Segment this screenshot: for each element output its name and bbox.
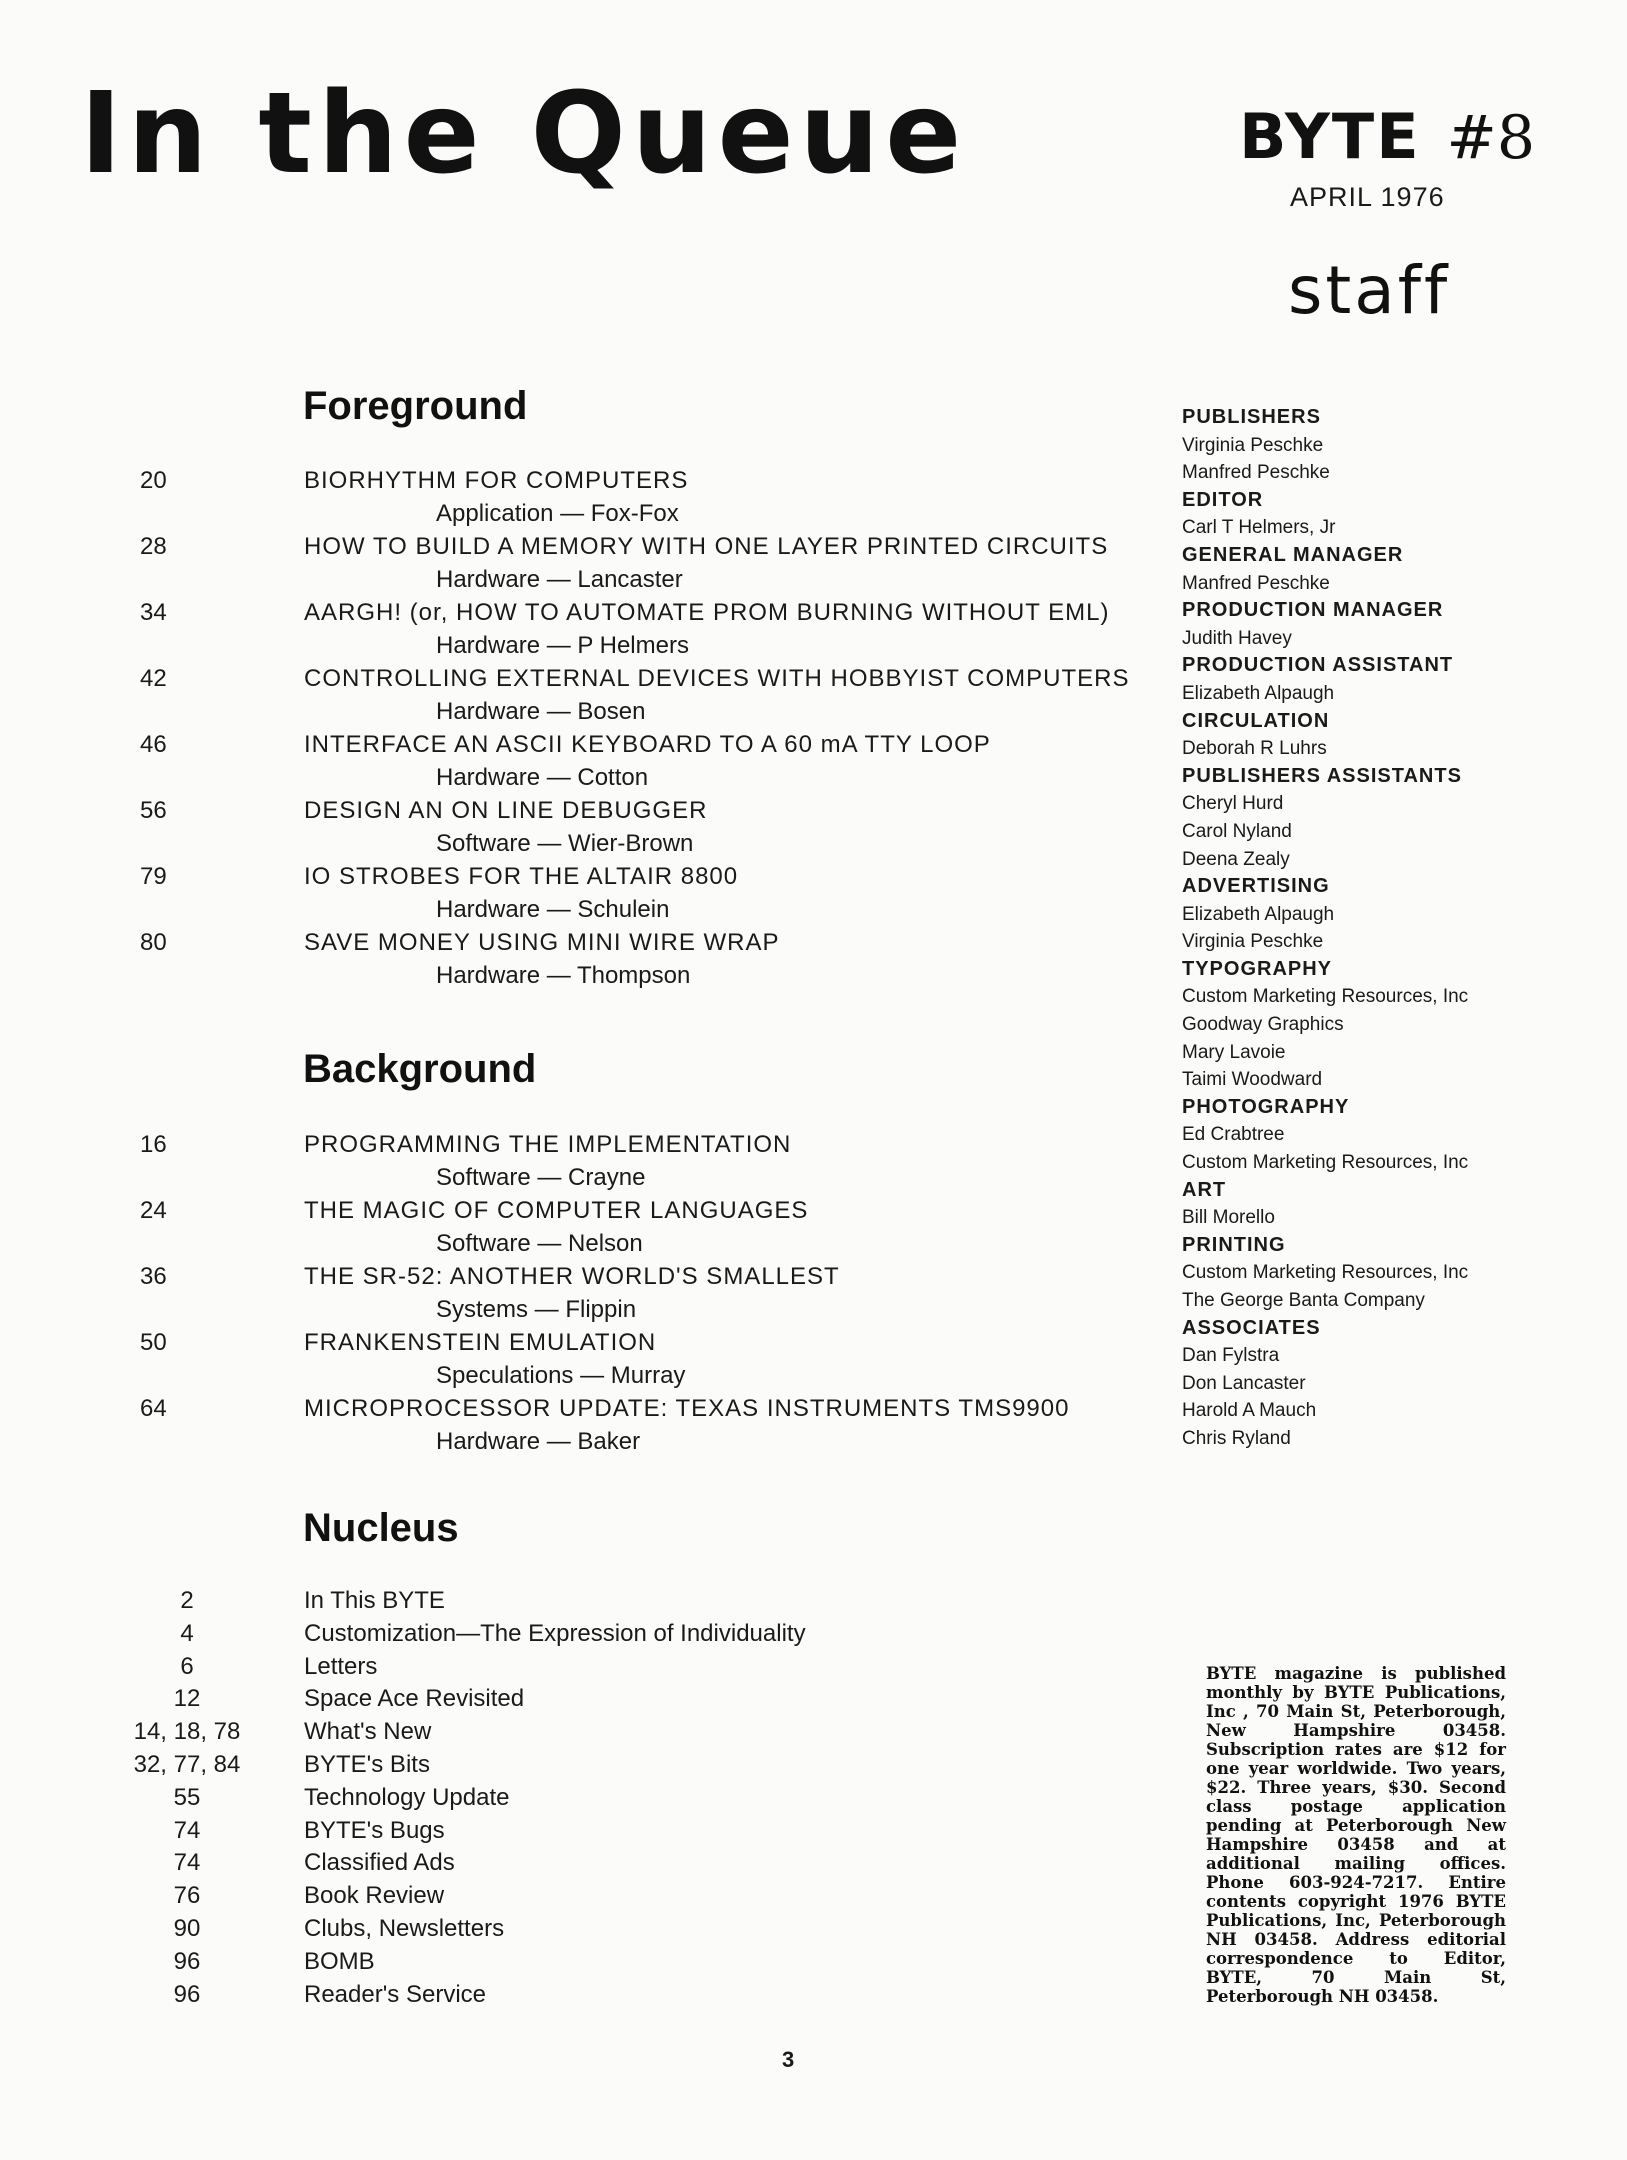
toc-entry bbox=[130, 731, 1180, 797]
toc-title: THE SR-52: ANOTHER WORLD'S SMALLEST bbox=[304, 1263, 840, 1290]
nucleus-title: Customization—The Expression of Individuality bbox=[304, 1619, 806, 1647]
toc-subtitle: Hardware — Baker bbox=[436, 1428, 641, 1455]
toc-subtitle: Application — Fox-Fox bbox=[436, 500, 679, 527]
toc-entry bbox=[130, 599, 1180, 665]
staff-name: Mary Lavoie bbox=[1182, 1041, 1286, 1063]
toc-page: 36 bbox=[140, 1263, 167, 1290]
nucleus-page: 96 bbox=[173, 1980, 201, 2008]
toc-subtitle: Hardware — Lancaster bbox=[436, 566, 683, 593]
nucleus-entry bbox=[120, 1849, 880, 1882]
toc-subtitle: Hardware — Cotton bbox=[436, 764, 649, 791]
staff-role: PRINTING bbox=[1182, 1233, 1286, 1256]
toc-subtitle: Speculations — Murray bbox=[436, 1362, 686, 1389]
staff-name: Elizabeth Alpaugh bbox=[1182, 682, 1335, 704]
toc-entry bbox=[130, 1263, 1180, 1329]
toc-subtitle: Hardware — Schulein bbox=[436, 896, 670, 923]
issue-number: #8 bbox=[1446, 103, 1535, 173]
staff-role: GENERAL MANAGER bbox=[1182, 543, 1404, 566]
staff-role: PUBLISHERS bbox=[1182, 406, 1321, 428]
toc-page: 34 bbox=[140, 599, 167, 626]
page-number: 3 bbox=[782, 2047, 795, 2072]
staff-list bbox=[1182, 404, 1542, 1453]
toc-title: DESIGN AN ON LINE DEBUGGER bbox=[304, 797, 708, 824]
staff-role: ADVERTISING bbox=[1182, 875, 1330, 898]
toc-entry bbox=[130, 929, 1180, 995]
nucleus-entry bbox=[120, 1685, 880, 1718]
staff-name: Custom Marketing Resources, Inc bbox=[1182, 1262, 1469, 1284]
nucleus-title: BOMB bbox=[304, 1947, 375, 1975]
toc-entry bbox=[130, 665, 1180, 731]
nucleus-title: What's New bbox=[304, 1718, 432, 1746]
nucleus-page: 90 bbox=[173, 1914, 201, 1942]
nucleus-entry bbox=[120, 1587, 880, 1620]
staff-name: Taimi Woodward bbox=[1182, 1069, 1323, 1091]
toc-title: SAVE MONEY USING MINI WIRE WRAP bbox=[304, 929, 780, 956]
nucleus-page: 32, 77, 84 bbox=[133, 1750, 241, 1778]
toc-title: MICROPROCESSOR UPDATE: TEXAS INSTRUMENTS TMS9900 bbox=[304, 1395, 1070, 1422]
nucleus-entry bbox=[120, 1784, 880, 1817]
toc-title: THE MAGIC OF COMPUTER LANGUAGES bbox=[304, 1197, 809, 1224]
staff-role: PUBLISHERS ASSISTANTS bbox=[1182, 764, 1462, 787]
background-heading: Background bbox=[303, 1047, 537, 1091]
toc-title: PROGRAMMING THE IMPLEMENTATION bbox=[304, 1131, 792, 1158]
staff-name: Manfred Peschke bbox=[1182, 462, 1330, 484]
toc-title: HOW TO BUILD A MEMORY WITH ONE LAYER PRINTED CIRCUITS bbox=[304, 533, 1109, 560]
staff-name: The George Banta Company bbox=[1182, 1290, 1425, 1311]
nucleus-page: 74 bbox=[173, 1849, 201, 1877]
staff-heading: staff bbox=[1288, 252, 1451, 329]
toc-entry bbox=[130, 863, 1180, 929]
toc-page: 42 bbox=[140, 665, 167, 692]
staff-name: Custom Marketing Resources, Inc bbox=[1182, 1152, 1469, 1174]
toc-page: 24 bbox=[140, 1197, 167, 1224]
staff-name: Virginia Peschke bbox=[1182, 931, 1324, 953]
toc-subtitle: Software — Wier-Brown bbox=[436, 830, 694, 857]
staff-name: Ed Crabtree bbox=[1182, 1124, 1285, 1146]
toc-entry bbox=[130, 1329, 1180, 1395]
toc-title: INTERFACE AN ASCII KEYBOARD TO A 60 mA TTY LOOP bbox=[304, 731, 991, 758]
staff-name: Deborah R Luhrs bbox=[1182, 738, 1327, 760]
nucleus-title: Space Ace Revisited bbox=[304, 1685, 525, 1713]
toc-subtitle: Hardware — Bosen bbox=[436, 698, 646, 725]
toc-title: FRANKENSTEIN EMULATION bbox=[304, 1329, 657, 1356]
toc-page: 16 bbox=[140, 1131, 167, 1158]
issue-date: APRIL 1976 bbox=[1290, 182, 1445, 212]
staff-role: EDITOR bbox=[1182, 488, 1264, 511]
nucleus-entry bbox=[120, 1620, 880, 1653]
staff-name: Harold A Mauch bbox=[1182, 1400, 1317, 1422]
page-title: In the Queue bbox=[80, 69, 968, 199]
nucleus-entry bbox=[120, 1653, 880, 1686]
staff-role: ART bbox=[1182, 1178, 1227, 1201]
staff-name: Carl T Helmers, Jr bbox=[1182, 517, 1336, 539]
toc-subtitle: Hardware — Thompson bbox=[436, 962, 691, 989]
staff-name: Virginia Peschke bbox=[1182, 434, 1324, 456]
toc-title: AARGH! (or, HOW TO AUTOMATE PROM BURNING WITHOUT EML) bbox=[304, 599, 1110, 626]
nucleus-title: BYTE's Bits bbox=[304, 1750, 430, 1778]
staff-name: Chris Ryland bbox=[1182, 1427, 1291, 1449]
byte-logo: BYTE bbox=[1239, 100, 1421, 173]
toc-page: 28 bbox=[140, 533, 167, 560]
staff-name: Deena Zealy bbox=[1182, 848, 1290, 870]
toc-entry bbox=[130, 1197, 1180, 1263]
toc-page: 46 bbox=[140, 731, 167, 758]
foreground-list bbox=[130, 467, 1180, 995]
toc-title: BIORHYTHM FOR COMPUTERS bbox=[304, 467, 689, 494]
staff-name: Judith Havey bbox=[1182, 627, 1292, 649]
nucleus-title: In This BYTE bbox=[304, 1587, 445, 1614]
nucleus-entry bbox=[120, 1915, 880, 1948]
staff-name: Cheryl Hurd bbox=[1182, 793, 1284, 815]
nucleus-page: 96 bbox=[173, 1947, 201, 1975]
nucleus-page: 6 bbox=[180, 1652, 194, 1680]
nucleus-title: Classified Ads bbox=[304, 1849, 455, 1877]
staff-name: Goodway Graphics bbox=[1182, 1014, 1344, 1036]
toc-page: 79 bbox=[140, 863, 167, 890]
nucleus-title: Clubs, Newsletters bbox=[304, 1914, 505, 1942]
nucleus-heading: Nucleus bbox=[303, 1506, 459, 1550]
nucleus-page: 14, 18, 78 bbox=[133, 1718, 241, 1746]
nucleus-title: Book Review bbox=[304, 1882, 445, 1910]
staff-name: Manfred Peschke bbox=[1182, 572, 1330, 594]
staff-name: Elizabeth Alpaugh bbox=[1182, 903, 1335, 925]
toc-page: 20 bbox=[140, 467, 167, 494]
staff-name: Don Lancaster bbox=[1182, 1372, 1306, 1394]
nucleus-entry bbox=[120, 1718, 880, 1751]
toc-subtitle: Hardware — P Helmers bbox=[436, 632, 689, 659]
nucleus-entry bbox=[120, 1981, 880, 2014]
toc-page: 50 bbox=[140, 1329, 167, 1356]
publication-info: BYTE magazine is published monthly by BYTE Publications, Inc , 70 Main St, Peterborough, New Hampshire 03458. Subscription rates are $12 for one year worldwide. Two years, $22. Three years, $30. Second class postage application pending at Peterborough New Hampshire 03458 and at additional mailing offices. Phone 603-924-7217. Entire contents copyright 1976 BYTE Publications, Inc, Peterborough NH 03458. Address editorial correspondence to Editor, BYTE, 70 Main St, Peterborough NH 03458. bbox=[1206, 1664, 1506, 2006]
nucleus-page: 12 bbox=[173, 1685, 201, 1713]
nucleus-title: Technology Update bbox=[304, 1783, 510, 1811]
staff-role: CIRCULATION bbox=[1182, 709, 1330, 732]
nucleus-page: 74 bbox=[173, 1816, 201, 1844]
nucleus-title: BYTE's Bugs bbox=[304, 1816, 445, 1844]
nucleus-title: Letters bbox=[304, 1652, 378, 1680]
foreground-heading: Foreground bbox=[303, 384, 528, 428]
nucleus-list bbox=[120, 1587, 880, 2013]
masthead bbox=[1205, 100, 1535, 173]
nucleus-entry bbox=[120, 1882, 880, 1915]
nucleus-title: Reader's Service bbox=[304, 1980, 486, 2008]
staff-name: Carol Nyland bbox=[1182, 820, 1292, 842]
staff-name: Bill Morello bbox=[1182, 1207, 1275, 1229]
toc-subtitle: Software — Nelson bbox=[436, 1230, 643, 1257]
staff-role: PRODUCTION ASSISTANT bbox=[1182, 654, 1454, 677]
toc-page: 64 bbox=[140, 1395, 167, 1422]
toc-page: 80 bbox=[140, 929, 167, 956]
staff-role: PHOTOGRAPHY bbox=[1182, 1095, 1350, 1118]
toc-page: 56 bbox=[140, 797, 167, 824]
nucleus-entry bbox=[120, 1948, 880, 1981]
toc-subtitle: Software — Crayne bbox=[436, 1164, 646, 1191]
toc-entry bbox=[130, 533, 1180, 599]
staff-role: TYPOGRAPHY bbox=[1182, 957, 1333, 980]
toc-title: IO STROBES FOR THE ALTAIR 8800 bbox=[304, 863, 739, 890]
nucleus-page: 4 bbox=[180, 1619, 194, 1647]
staff-name: Custom Marketing Resources, Inc bbox=[1182, 986, 1469, 1008]
toc-title: CONTROLLING EXTERNAL DEVICES WITH HOBBYIST COMPUTERS bbox=[304, 665, 1130, 692]
toc-subtitle: Systems — Flippin bbox=[436, 1296, 637, 1323]
staff-role: PRODUCTION MANAGER bbox=[1182, 599, 1444, 622]
toc-entry bbox=[130, 467, 1180, 533]
toc-entry bbox=[130, 1131, 1180, 1197]
toc-entry bbox=[130, 1395, 1180, 1461]
nucleus-entry bbox=[120, 1817, 880, 1850]
nucleus-page: 76 bbox=[173, 1882, 201, 1910]
nucleus-page: 2 bbox=[180, 1587, 194, 1614]
staff-name: Dan Fylstra bbox=[1182, 1345, 1280, 1367]
nucleus-page: 55 bbox=[173, 1783, 201, 1811]
background-list bbox=[130, 1131, 1180, 1461]
nucleus-entry bbox=[120, 1751, 880, 1784]
staff-role: ASSOCIATES bbox=[1182, 1316, 1321, 1339]
toc-entry bbox=[130, 797, 1180, 863]
